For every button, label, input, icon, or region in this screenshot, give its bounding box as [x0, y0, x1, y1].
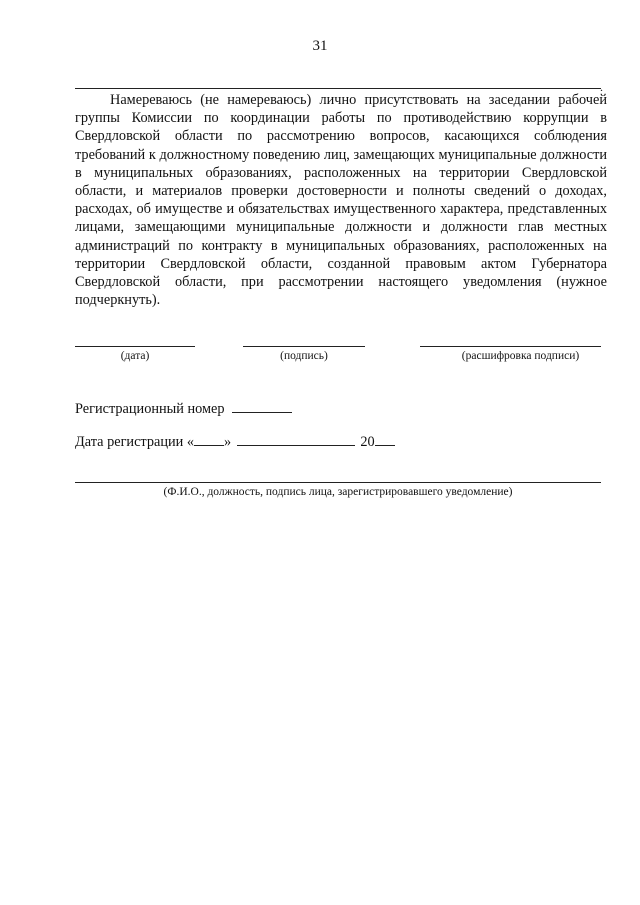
signature-caption: (подпись) [280, 350, 328, 362]
registration-date-row [75, 433, 395, 451]
date-line [75, 346, 195, 347]
registration-date-label: Дата регистрации « [75, 434, 195, 450]
top-rule-dot: . [600, 80, 603, 94]
registration-year-prefix: 20 [360, 434, 375, 450]
decoding-line [420, 346, 601, 347]
attendance-paragraph: Намереваюсь (не намереваюсь) лично присутствовать на заседании рабочей группы Комиссии по координации работы по противодействию коррупции в Свердловской области по рассмотрению вопросов, касающихся соблюдения требований к должностному поведению лиц, замещающих муниципальные должности в муниципальных образованиях, расположенных на территории Свердловской области, и материалов проверки достоверности и полноты сведений о доходах, расходах, об имуществе и обязательствах имущественного характера, представленных лицами, замещающими муниципальные должности и должности глав местных администраций по контракту в муниципальных образованиях, расположенных на территории Свердловской области, созданной правовым актом Губернатора Свердловской области, при рассмотрении настоящего уведомления (нужное подчеркнуть). [75, 92, 607, 309]
top-rule [75, 88, 601, 89]
official-line [75, 482, 601, 483]
signature-line [243, 346, 365, 347]
registration-number-row [75, 400, 292, 418]
decoding-caption: (расшифровка подписи) [461, 350, 580, 362]
registration-month-field[interactable] [237, 433, 355, 446]
official-caption: (Ф.И.О., должность, подпись лица, зарегистрировавшего уведомление) [163, 486, 513, 498]
page-number: 31 [312, 38, 328, 54]
registration-date-quote-close: » [224, 434, 232, 450]
registration-year-field[interactable] [375, 433, 395, 446]
registration-day-field[interactable] [194, 433, 224, 446]
registration-number-field[interactable] [232, 400, 292, 413]
date-caption: (дата) [120, 350, 150, 362]
registration-number-label: Регистрационный номер [75, 401, 225, 417]
